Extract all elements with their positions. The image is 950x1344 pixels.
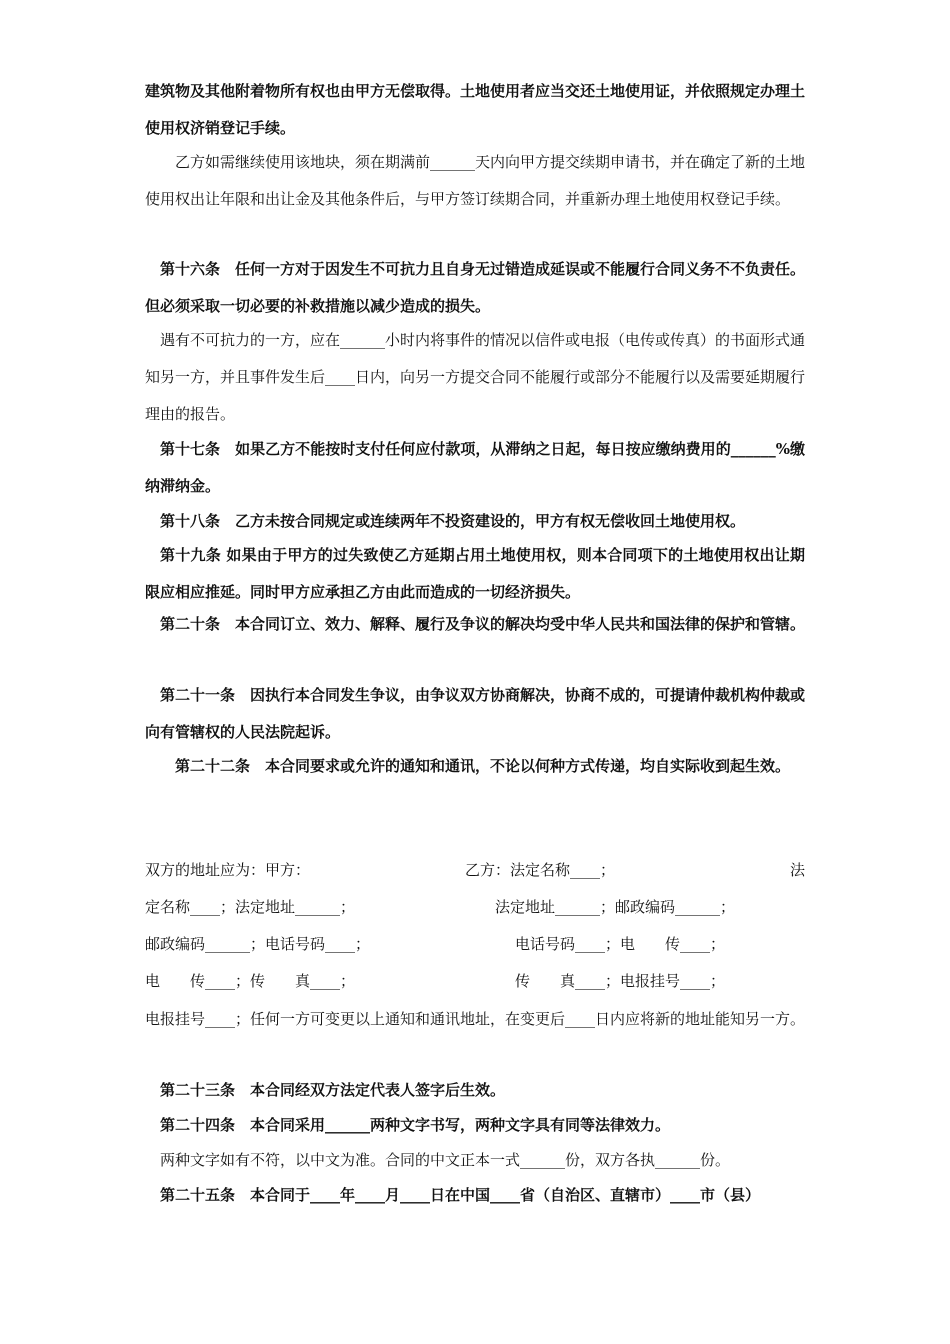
- article-18: 第十八条 乙方未按合同规定或连续两年不投资建设的，甲方有权无偿收回土地使用权。: [160, 512, 746, 530]
- address-change-clause: 电报挂号____；任何一方可变更以上通知和通讯地址，在变更后____日内应将新的地址能知另一方。: [145, 1010, 806, 1028]
- address-intro: 双方的地址应为：甲方：: [145, 861, 311, 879]
- address-party-b-fax-cable: 传 真____；电报挂号____；: [515, 972, 726, 990]
- article-16: 第十六条 任何一方对于因发生不可抗力且自身无过错造成延误或不能履行合同义务不不负责任。但必须采取一切必要的补救措施以减少造成的损失。: [145, 260, 806, 315]
- paragraph-renewal: 乙方如需继续使用该地块，须在期满前______天内向甲方提交续期申请书，并在确定了新的土地使用权出让年限和出让金及其他条件后，与甲方签订续期合同，并重新办理土地使用权登记手续。: [145, 153, 806, 208]
- address-party-b-name: 乙方：法定名称____；: [465, 861, 616, 879]
- address-party-a-telex-fax: 电 传____；传 真____；: [145, 972, 356, 990]
- article-20: 第二十条 本合同订立、效力、解释、履行及争议的解决均受中华人民共和国法律的保护和管辖。: [160, 615, 806, 633]
- article-25: 第二十五条 本合同于____年____月____日在中国____省（自治区、直辖市）____市（县）: [160, 1186, 761, 1204]
- article-17: 第十七条 如果乙方不能按时支付任何应付款项，从滞纳之日起，每日按应缴纳费用的______%缴纳滞纳金。: [145, 440, 805, 495]
- paragraph-language-copies: 两种文字如有不符，以中文为准。合同的中文正本一式______份，双方各执______份。: [160, 1151, 731, 1169]
- address-row-2: [145, 892, 805, 922]
- address-row-1: [145, 855, 805, 885]
- paragraph-land-return: 建筑物及其他附着物所有权也由甲方无偿取得。土地使用者应当交还土地使用证，并依照规定办理土使用权济销登记手续。: [145, 82, 806, 137]
- article-22: 第二十二条 本合同要求或允许的通知和通讯，不论以何种方式传递，均自实际收到起生效。: [175, 757, 791, 775]
- article-23: 第二十三条 本合同经双方法定代表人签字后生效。: [160, 1081, 506, 1099]
- address-party-b-address-postcode: 法定地址______；邮政编码______；: [495, 898, 736, 916]
- address-party-a-postcode-phone: 邮政编码______；电话号码____；: [145, 935, 371, 953]
- paragraph-force-majeure-notice: 遇有不可抗力的一方，应在______小时内将事件的情况以信件或电报（电传或传真）的书面形式通知另一方，并且事件发生后____日内，向另一方提交合同不能履行或部分不能履行以及需要延期履行理由的报告。: [145, 331, 806, 423]
- article-19: 第十九条 如果由于甲方的过失致使乙方延期占用土地使用权，则本合同项下的土地使用权出让期限应相应推延。同时甲方应承担乙方由此而造成的一切经济损失。: [145, 546, 805, 601]
- address-row-4: [145, 966, 805, 996]
- address-party-a-name-address: 定名称____；法定地址______；: [145, 898, 356, 916]
- address-row-3: [145, 929, 805, 959]
- article-21: 第二十一条 因执行本合同发生争议，由争议双方协商解决，协商不成的，可提请仲裁机构仲裁或向有管辖权的人民法院起诉。: [145, 686, 806, 741]
- article-24: 第二十四条 本合同采用______两种文字书写，两种文字具有同等法律效力。: [160, 1116, 671, 1134]
- address-wrap-char: 法: [789, 861, 805, 879]
- address-party-b-phone-telex: 电话号码____；电 传____；: [515, 935, 726, 953]
